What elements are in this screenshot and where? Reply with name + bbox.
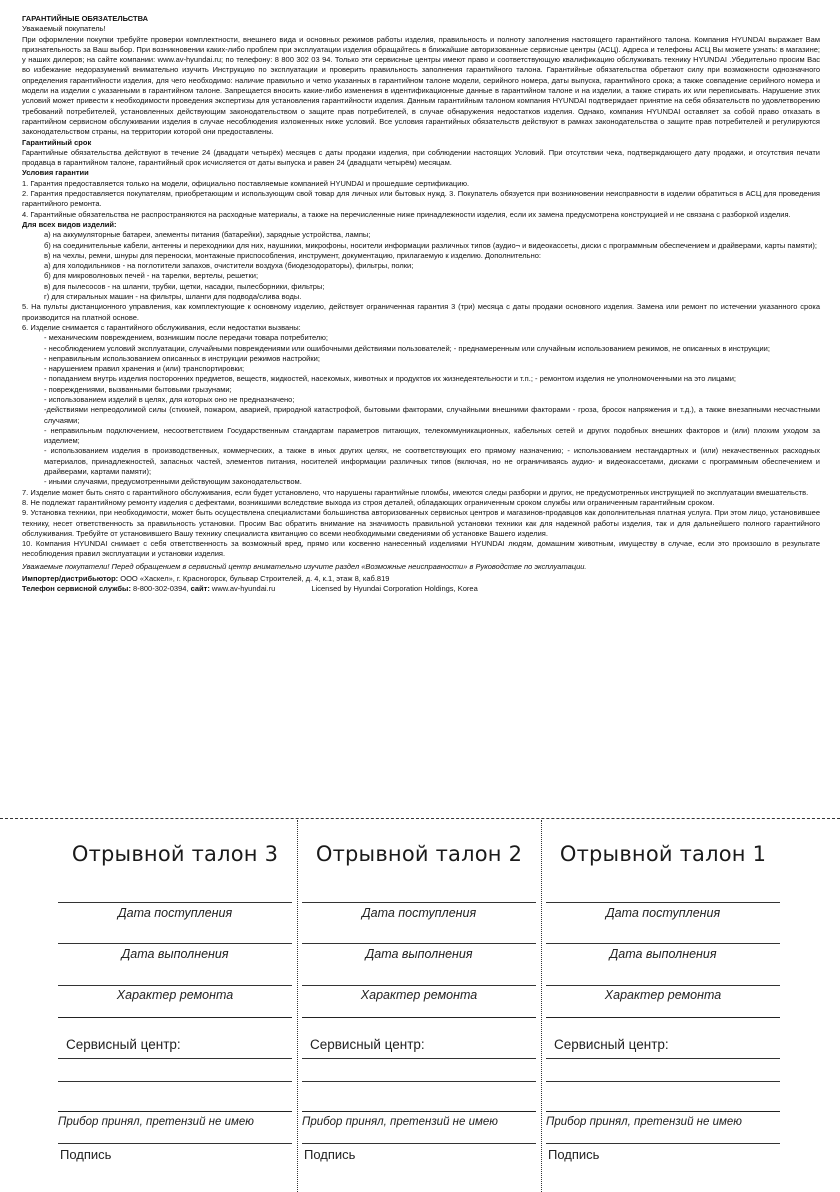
list-item: - использованием изделий в целях, для которых оно не предназначено; <box>44 394 295 404</box>
condition-10: 10. Компания HYUNDAI снимает с себя ответственность за возможный вред, прямо или косвенно нанесенный изделиями HYUNDAI людям, домашним животным, имуществу в случае, если это произошло в результате несоблюдения правил эксплуатации и установки изделия. <box>22 539 820 559</box>
all-types-heading: Для всех видов изделий: <box>22 219 117 229</box>
signature-label: Подпись <box>548 1147 600 1162</box>
received-date-line[interactable] <box>302 902 536 903</box>
acceptance-line[interactable] <box>58 1111 292 1112</box>
signature-label: Подпись <box>60 1147 112 1162</box>
list-item: б) на соединительные кабели, антенны и переходники для них, наушники, микрофоны, носители информации различных типов (аудио¬ и видеокассеты, диски с программным обеспечением и драйверами, карты памяти); <box>44 240 817 250</box>
conditions-heading: Условия гарантии <box>22 168 89 178</box>
list-item: а) для холодильников - на поглотители запахов, очистители воздуха (биодезодораторы), фильтры, полки; <box>44 261 414 271</box>
list-item: б) для микроволновых печей - на тарелки, вертелы, решетки; <box>44 271 259 281</box>
list-item: - неправильным подключением, несоответствием Государственным стандартам параметров питающих, телекоммуникационных, кабельных сетей и других подобных внешних факторов и (или) плохим уходом за изделием; <box>44 425 820 446</box>
list-item: - повреждениями, вызванными бытовыми грызунами; <box>44 384 232 394</box>
acceptance-line[interactable] <box>302 1111 536 1112</box>
done-date-label: Дата выполнения <box>121 947 229 961</box>
condition-5: 5. На пульты дистанционного управления, как комплектующие к основному изделию, действует ограниченная гарантия 3 (три) месяца с даты продажи основного изделия. Замена или ремонт по истечении указанного срока производится на платной основе. <box>22 302 820 322</box>
tear-off-coupon-1 <box>546 820 780 1192</box>
warranty-text <box>22 14 820 595</box>
tear-off-coupon-3 <box>58 820 292 1192</box>
list-item: -действиями непреодолимой силы (стихией, пожаром, аварией, природной катастрофой, бытовыми факторами, случайными внешними факторами - гроза, бросок напряжения и т.д.), а также внезапными несчастными случаями; <box>44 405 820 425</box>
done-date-label: Дата выполнения <box>609 947 717 961</box>
site-link: www.av-hyundai.ru <box>211 584 276 594</box>
acceptance-label: Прибор принял, претензий не имею <box>302 1116 498 1128</box>
received-date-label: Дата поступления <box>361 906 477 920</box>
repair-line[interactable] <box>546 985 780 986</box>
repair-line[interactable] <box>546 1017 780 1018</box>
importer-label: Импортер/дистрибьютор: <box>22 574 119 584</box>
received-date-label: Дата поступления <box>605 906 721 920</box>
phone-value: 8-800-302-0394, <box>133 584 189 594</box>
service-center-line[interactable] <box>302 1058 536 1059</box>
service-center-label: Сервисный центр: <box>554 1037 669 1052</box>
service-center-label: Сервисный центр: <box>310 1037 425 1052</box>
repair-line[interactable] <box>58 1017 292 1018</box>
greeting: Уважаемый покупатель! <box>22 24 106 34</box>
signature-line[interactable] <box>58 1143 292 1144</box>
signature-line[interactable] <box>302 1143 536 1144</box>
term-heading: Гарантийный срок <box>22 137 92 147</box>
acceptance-label: Прибор принял, претензий не имею <box>546 1116 742 1128</box>
repair-line[interactable] <box>302 1017 536 1018</box>
received-date-line[interactable] <box>546 902 780 903</box>
signature-line[interactable] <box>546 1143 780 1144</box>
received-date-line[interactable] <box>58 902 292 903</box>
list-item: - неправильным использованием описанных в инструкции режимов настройки; <box>44 353 320 363</box>
condition-4: 4. Гарантийные обязательства не распространяются на расходные материалы, а также на перечисленные ниже принадлежности изделия, если их замена предусмотрена конструкцией и не связана с разборкой изделия. <box>22 209 791 219</box>
condition-7: 7. Изделие может быть снято с гарантийного обслуживания, если будет установлено, что нарушены гарантийные пломбы, имеются следы разборки и других, не предусмотренных инструкцией по эксплуатации вмешательств. <box>22 487 809 497</box>
service-center-line[interactable] <box>58 1081 292 1082</box>
license-text: Licensed by Hyundai Corporation Holdings, Korea <box>311 584 478 594</box>
acceptance-line[interactable] <box>546 1111 780 1112</box>
list-item: - несоблюдением условий эксплуатации, случайными повреждениями или ошибочными действиями пользователей; - преднамеренным или случайным использованием режимов, не описанных в инструкции; <box>44 343 770 353</box>
service-center-line[interactable] <box>58 1058 292 1059</box>
service-center-line[interactable] <box>302 1081 536 1082</box>
vertical-cut-line <box>541 820 542 1192</box>
importer-value: ООО «Хаскел», г. Красногорск, бульвар Строителей, д. 4, к.1, этаж 8, каб.819 <box>120 574 390 584</box>
condition-2: 2. Гарантия предоставляется покупателям, приобретающим и использующим свой товар для личных или бытовых нужд. 3. Покупатель обязуется при возникновении неисправности в изделии обратиться в АСЦ для проведения гарантийного ремонта. <box>22 189 820 209</box>
list-item: - использованием изделия в производственных, коммерческих, а также в иных других целях, не соответствующих его прямому назначению; - использованием нестандартных и (или) некачественных расходных материалов, принадлежностей, запасных частей, элементов питания, носителей информации различных типов (включая, но не ограничиваясь аудио- и видеокассетами, дисками с программным обеспечением и драйверами, картами памяти); <box>44 446 820 477</box>
service-center-line[interactable] <box>546 1081 780 1082</box>
tear-off-coupon-2 <box>302 820 536 1192</box>
repair-type-label: Характер ремонта <box>360 988 478 1002</box>
done-date-label: Дата выполнения <box>365 947 473 961</box>
notice: Уважаемые покупатели! Перед обращением в сервисный центр внимательно изучите раздел «Возможные неисправности» в Руководстве по эксплуатации. <box>22 561 587 571</box>
horizontal-cut-line <box>0 818 840 819</box>
list-item: - попаданием внутрь изделия посторонних предметов, веществ, жидкостей, насекомых, животных и продуктов их жизнедеятельности и т.п.; - ремонтом изделия не уполномоченными на это лицами; <box>44 374 736 384</box>
intro-paragraph: При оформлении покупки требуйте проверки комплектности, внешнего вида и основных режимов работы изделия, правильность и полноту заполнения настоящего гарантийного талона. Компания HYUNDAI выражает Вам признательность за Ваш выбор. При возникновении каких-либо проблем при эксплуатации изделия обращайтесь в ближайшие авторизованные сервисные центры (АСЦ). Адреса и телефоны АСЦ Вы можете узнать: в магазине; у наших дилеров; на сайте компании: www.av-hyundai.ru; по телефону: 8 800 302 03 94. Только эти сервисные центры имеют право и соответствующую квалификацию обслуживать технику HYUNDAI .Убедительно просим Вас во избежание недоразумений внимательно изучить Инструкцию по эксплуатации и проверить правильность заполнения гарантийного талона. Гарантийные обязательства обретают силу при возможности однозначного определения гарантийности изделия, для чего необходимо: наличие правильно и четко указанных в гарантийном талоне модели, серийного номера, даты выпуска, гарантийного срока; а также совпадение серийного номера и модели на изделии с указанными в гарантийном талоне. Запрещается вносить какие-либо изменения в идентификационные данные в гарантийном талоне и на изделии, а также стирать их или переписывать. Нарушение этих условий может привести к необходимости проведения экспертизы для установления гарантийности изделия. Данным гарантийным талоном компания HYUNDAI подтверждает принятие на себя обязательств по удовлетворению требований потребителей, установленных действующим законодательством о защите прав потребителей, в случае обнаружения недостатков изделия. Однако, компания HYUNDAI оставляет за собой право отказать в гарантийном сервисном обслуживании изделия в случае несоблюдения изложенных ниже условий. Все условия гарантийных обязательств действуют в рамках законодательства о защите прав потребителей и регулируются законодательством страны, на территории которой они предоставлены. <box>22 34 820 137</box>
service-center-label: Сервисный центр: <box>66 1037 181 1052</box>
term-paragraph: Гарантийные обязательства действуют в течение 24 (двадцати четырёх) месяцев с даты продажи изделия, при соблюдении настоящих Условий. При отсутствии чека, подтверждающего дату продажи, и отсутствия печати продавца в гарантийном талоне, гарантийный срок исчисляется от даты выпуска и равен 24 (двадцати четырём) месяцам. <box>22 147 820 168</box>
coupon-title: Отрывной талон 2 <box>315 842 523 866</box>
list-item: в) на чехлы, ремни, шнуры для переноски, монтажные приспособления, инструмент, документацию, прилагаемую к изделию. Дополнительно: <box>44 250 541 260</box>
list-item: - иными случаями, предусмотренными действующим законодательством. <box>44 477 302 487</box>
vertical-cut-line <box>297 820 298 1192</box>
done-date-line[interactable] <box>302 943 536 944</box>
condition-9: 9. Установка техники, при необходимости, может быть осуществлена специалистами большинства авторизованных сервисных центров и магазинов-продавцов как дополнительная платная услуга. При этом лицо, установившее технику, несет ответственность за правильность установки. Просим Вас обратить внимание на значимость правильной установки техники как для надежной работы изделия, так и для дальнейшего полного гарантийного обслуживания. Требуйте от установившего Вашу технику специалиста квитанцию со всеми необходимыми сведениями об установке Вашего изделия. <box>22 508 820 538</box>
coupon-title: Отрывной талон 3 <box>71 842 279 866</box>
condition-8: 8. Не подлежат гарантийному ремонту изделия с дефектами, возникшими вследствие выхода из строя деталей, обладающих ограниченным сроком службы или ограниченным гарантийным сроком. <box>22 497 715 507</box>
service-center-line[interactable] <box>546 1058 780 1059</box>
phone-label: Телефон сервисной службы: <box>22 584 131 594</box>
repair-type-label: Характер ремонта <box>116 988 234 1002</box>
list-item: а) на аккумуляторные батареи, элементы питания (батарейки), зарядные устройства, лампы; <box>44 230 371 240</box>
repair-type-label: Характер ремонта <box>604 988 722 1002</box>
list-item: г) для стиральных машин - на фильтры, шланги для подвода/слива воды. <box>44 292 302 302</box>
condition-6: 6. Изделие снимается с гарантийного обслуживания, если недостатки вызваны: <box>22 322 301 332</box>
coupon-title: Отрывной талон 1 <box>559 842 767 866</box>
done-date-line[interactable] <box>58 943 292 944</box>
done-date-line[interactable] <box>546 943 780 944</box>
acceptance-label: Прибор принял, претензий не имею <box>58 1116 254 1128</box>
received-date-label: Дата поступления <box>117 906 233 920</box>
repair-line[interactable] <box>302 985 536 986</box>
condition-1: 1. Гарантия предоставляется только на модели, официально поставляемые компанией HYUNDAI и прошедшие сертификацию. <box>22 178 470 188</box>
site-label: сайт: <box>190 584 210 594</box>
list-item: в) для пылесосов - на шланги, трубки, щетки, насадки, пылесборники, фильтры; <box>44 281 325 291</box>
contacts-line <box>22 584 820 594</box>
list-item: - механическим повреждением, возникшим после передачи товара потребителю; <box>44 333 329 343</box>
signature-label: Подпись <box>304 1147 356 1162</box>
list-item: - нарушением правил хранения и (или) транспортировки; <box>44 364 245 374</box>
repair-line[interactable] <box>58 985 292 986</box>
warranty-title: ГАРАНТИЙНЫЕ ОБЯЗАТЕЛЬСТВА <box>22 14 149 23</box>
importer-line <box>22 574 820 584</box>
